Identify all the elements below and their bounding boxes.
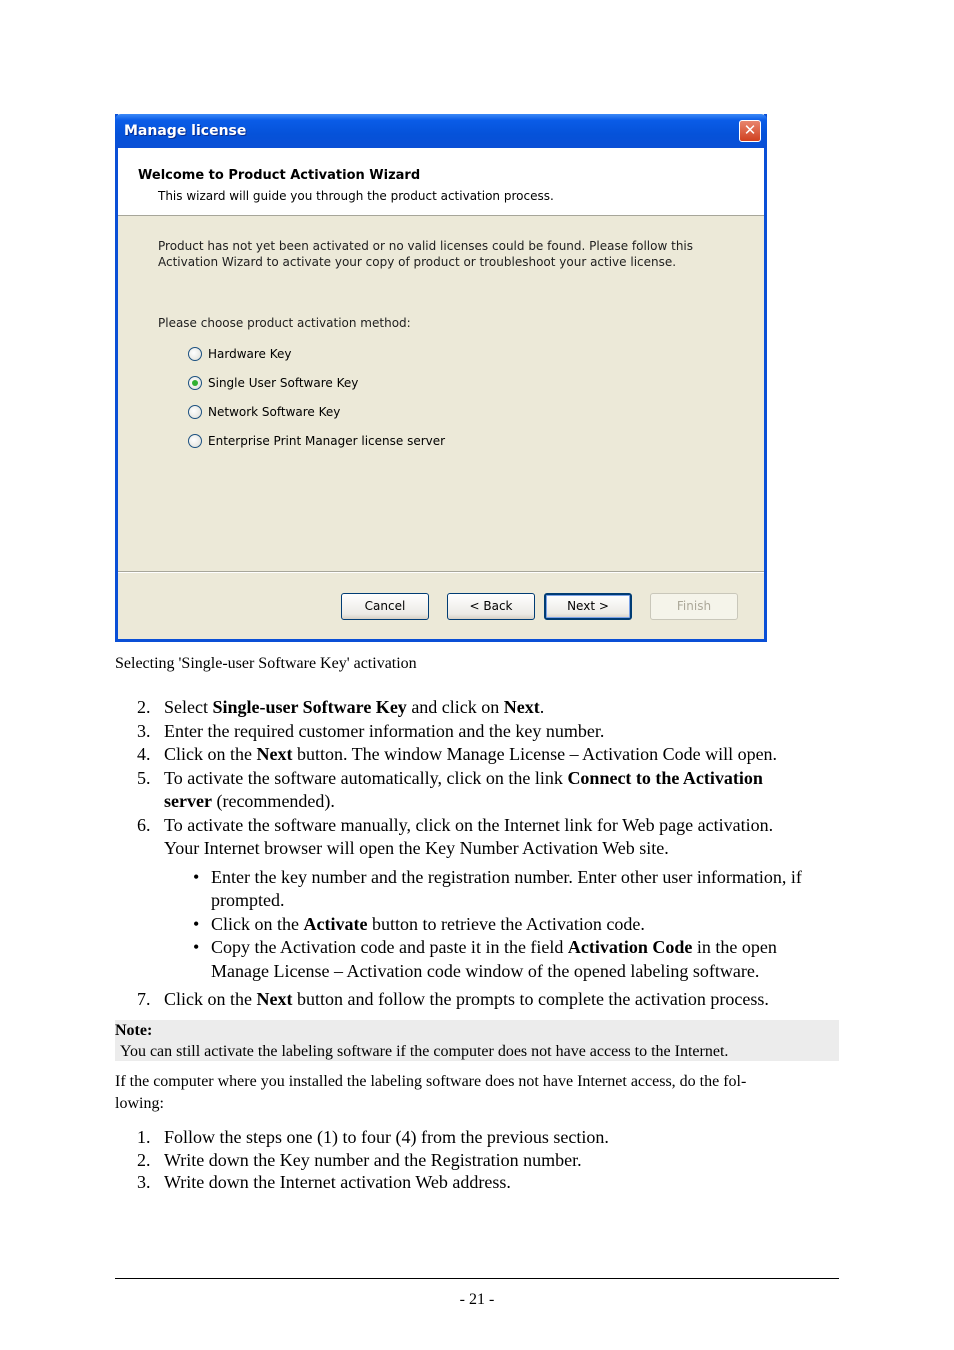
step-number: 6. [137, 814, 151, 835]
text: Manage License – Activation code window of the opened labeling software. [211, 960, 760, 981]
radio-label: Single User Software Key [208, 376, 359, 390]
list-item [115, 1149, 839, 1172]
bold-text: Activate [303, 913, 368, 934]
page-number: - 21 - [459, 1291, 495, 1308]
offline-paragraph [115, 1071, 839, 1115]
text: If the computer where you installed the labeling software does not have Internet access, do the fol- [115, 1073, 747, 1090]
bold-text: Next [256, 744, 293, 764]
radio-button-checked-icon[interactable] [188, 376, 202, 390]
list-item [115, 1171, 839, 1194]
text: Click on the [164, 744, 257, 764]
step-number: 2. [137, 1149, 151, 1170]
wizard-message-line-1: Product has not yet been activated or no valid licenses could be found. Please follow this [158, 239, 694, 253]
radio-network-software-key[interactable] [188, 403, 340, 421]
list-item [115, 814, 839, 861]
wizard-header [118, 148, 764, 216]
step-number: 4. [137, 744, 151, 764]
bullet-icon: • [193, 937, 200, 957]
text: Click on the [211, 913, 304, 934]
footer-divider [118, 571, 764, 573]
text: Write down the Key number and the Registration number. [164, 1149, 582, 1170]
back-button[interactable]: < Back [447, 593, 535, 620]
note-label: Note: [115, 1022, 153, 1039]
finish-button: Finish [650, 593, 738, 620]
close-icon[interactable]: ✕ [739, 120, 761, 142]
text: Your Internet browser will open the Key Number Activation Web site. [164, 838, 669, 858]
text: (recommended). [211, 791, 335, 811]
step-number: 3. [137, 1172, 151, 1192]
text: Follow the steps one (1) to four (4) from the previous section. [164, 1127, 609, 1147]
text: in the open [692, 937, 777, 957]
bold-text: Single-user Software Key [212, 697, 407, 717]
step-number: 5. [137, 767, 151, 788]
text: . [539, 697, 545, 717]
text: button to retrieve the Activation code. [367, 913, 645, 934]
steps-list [115, 696, 839, 1012]
bullet-icon: • [193, 866, 200, 887]
bullet-item [115, 936, 839, 983]
radio-button-icon[interactable] [188, 405, 202, 419]
list-item [115, 1126, 839, 1149]
radio-label: Hardware Key [208, 347, 292, 361]
text: To activate the software automatically, click on the link [164, 767, 568, 788]
text: lowing: [115, 1095, 164, 1112]
bold-text: Connect to the Activation [567, 767, 763, 788]
list-item [115, 767, 839, 814]
dialog-titlebar[interactable] [115, 114, 767, 148]
text: Copy the Activation code and paste it in the field [211, 937, 568, 957]
radio-enterprise-print-manager[interactable] [188, 432, 445, 450]
text: button. The window Manage License – Activation Code will open. [292, 744, 778, 764]
dialog-title: Manage license [124, 123, 247, 139]
text: Click on the [164, 989, 257, 1009]
note-box [115, 1020, 839, 1061]
next-button[interactable]: Next > [544, 593, 632, 620]
offline-steps-list [115, 1126, 839, 1194]
bold-text: Next [503, 697, 540, 717]
bullet-item [115, 866, 839, 913]
note-text: You can still activate the labeling software if the computer does not have access to the Internet. [120, 1043, 729, 1060]
step-number: 3. [137, 720, 151, 741]
text: prompted. [211, 890, 285, 910]
text: and click on [406, 697, 504, 717]
radio-hardware-key[interactable] [188, 345, 292, 363]
text: To activate the software manually, click on the Internet link for Web page activation. [164, 814, 774, 835]
radio-button-icon[interactable] [188, 434, 202, 448]
figure-caption: Selecting 'Single-user Software Key' activation [115, 655, 417, 672]
radio-label: Network Software Key [208, 405, 341, 419]
bold-text: Next [256, 989, 293, 1009]
step-number: 1. [137, 1127, 151, 1147]
cancel-button[interactable]: Cancel [341, 593, 429, 620]
radio-button-icon[interactable] [188, 347, 202, 361]
text: Write down the Internet activation Web address. [164, 1172, 511, 1192]
wizard-title: Welcome to Product Activation Wizard [138, 168, 421, 183]
bold-text: server [164, 791, 212, 811]
radio-single-user-software-key[interactable] [188, 374, 358, 392]
bullet-icon: • [193, 913, 200, 934]
wizard-subtitle: This wizard will guide you through the product activation process. [158, 189, 554, 203]
list-item [115, 720, 839, 744]
text: Enter the required customer information and the key number. [164, 720, 605, 741]
wizard-message-line-2: Activation Wizard to activate your copy of product or troubleshoot your active license. [158, 255, 677, 269]
step-number: 7. [137, 989, 151, 1009]
text: button and follow the prompts to complete the activation process. [292, 989, 769, 1009]
footer-rule [115, 1278, 839, 1279]
list-item [115, 696, 839, 720]
text: Enter the key number and the registration number. Enter other user information, if [211, 866, 802, 887]
step-number: 2. [137, 697, 151, 717]
list-item [115, 988, 839, 1012]
manage-license-dialog [115, 114, 767, 642]
bold-text: Activation Code [567, 937, 693, 957]
choose-method-label: Please choose product activation method: [158, 316, 411, 330]
bullet-item [115, 913, 839, 937]
text: Select [164, 697, 213, 717]
radio-label: Enterprise Print Manager license server [208, 434, 446, 448]
list-item [115, 743, 839, 767]
